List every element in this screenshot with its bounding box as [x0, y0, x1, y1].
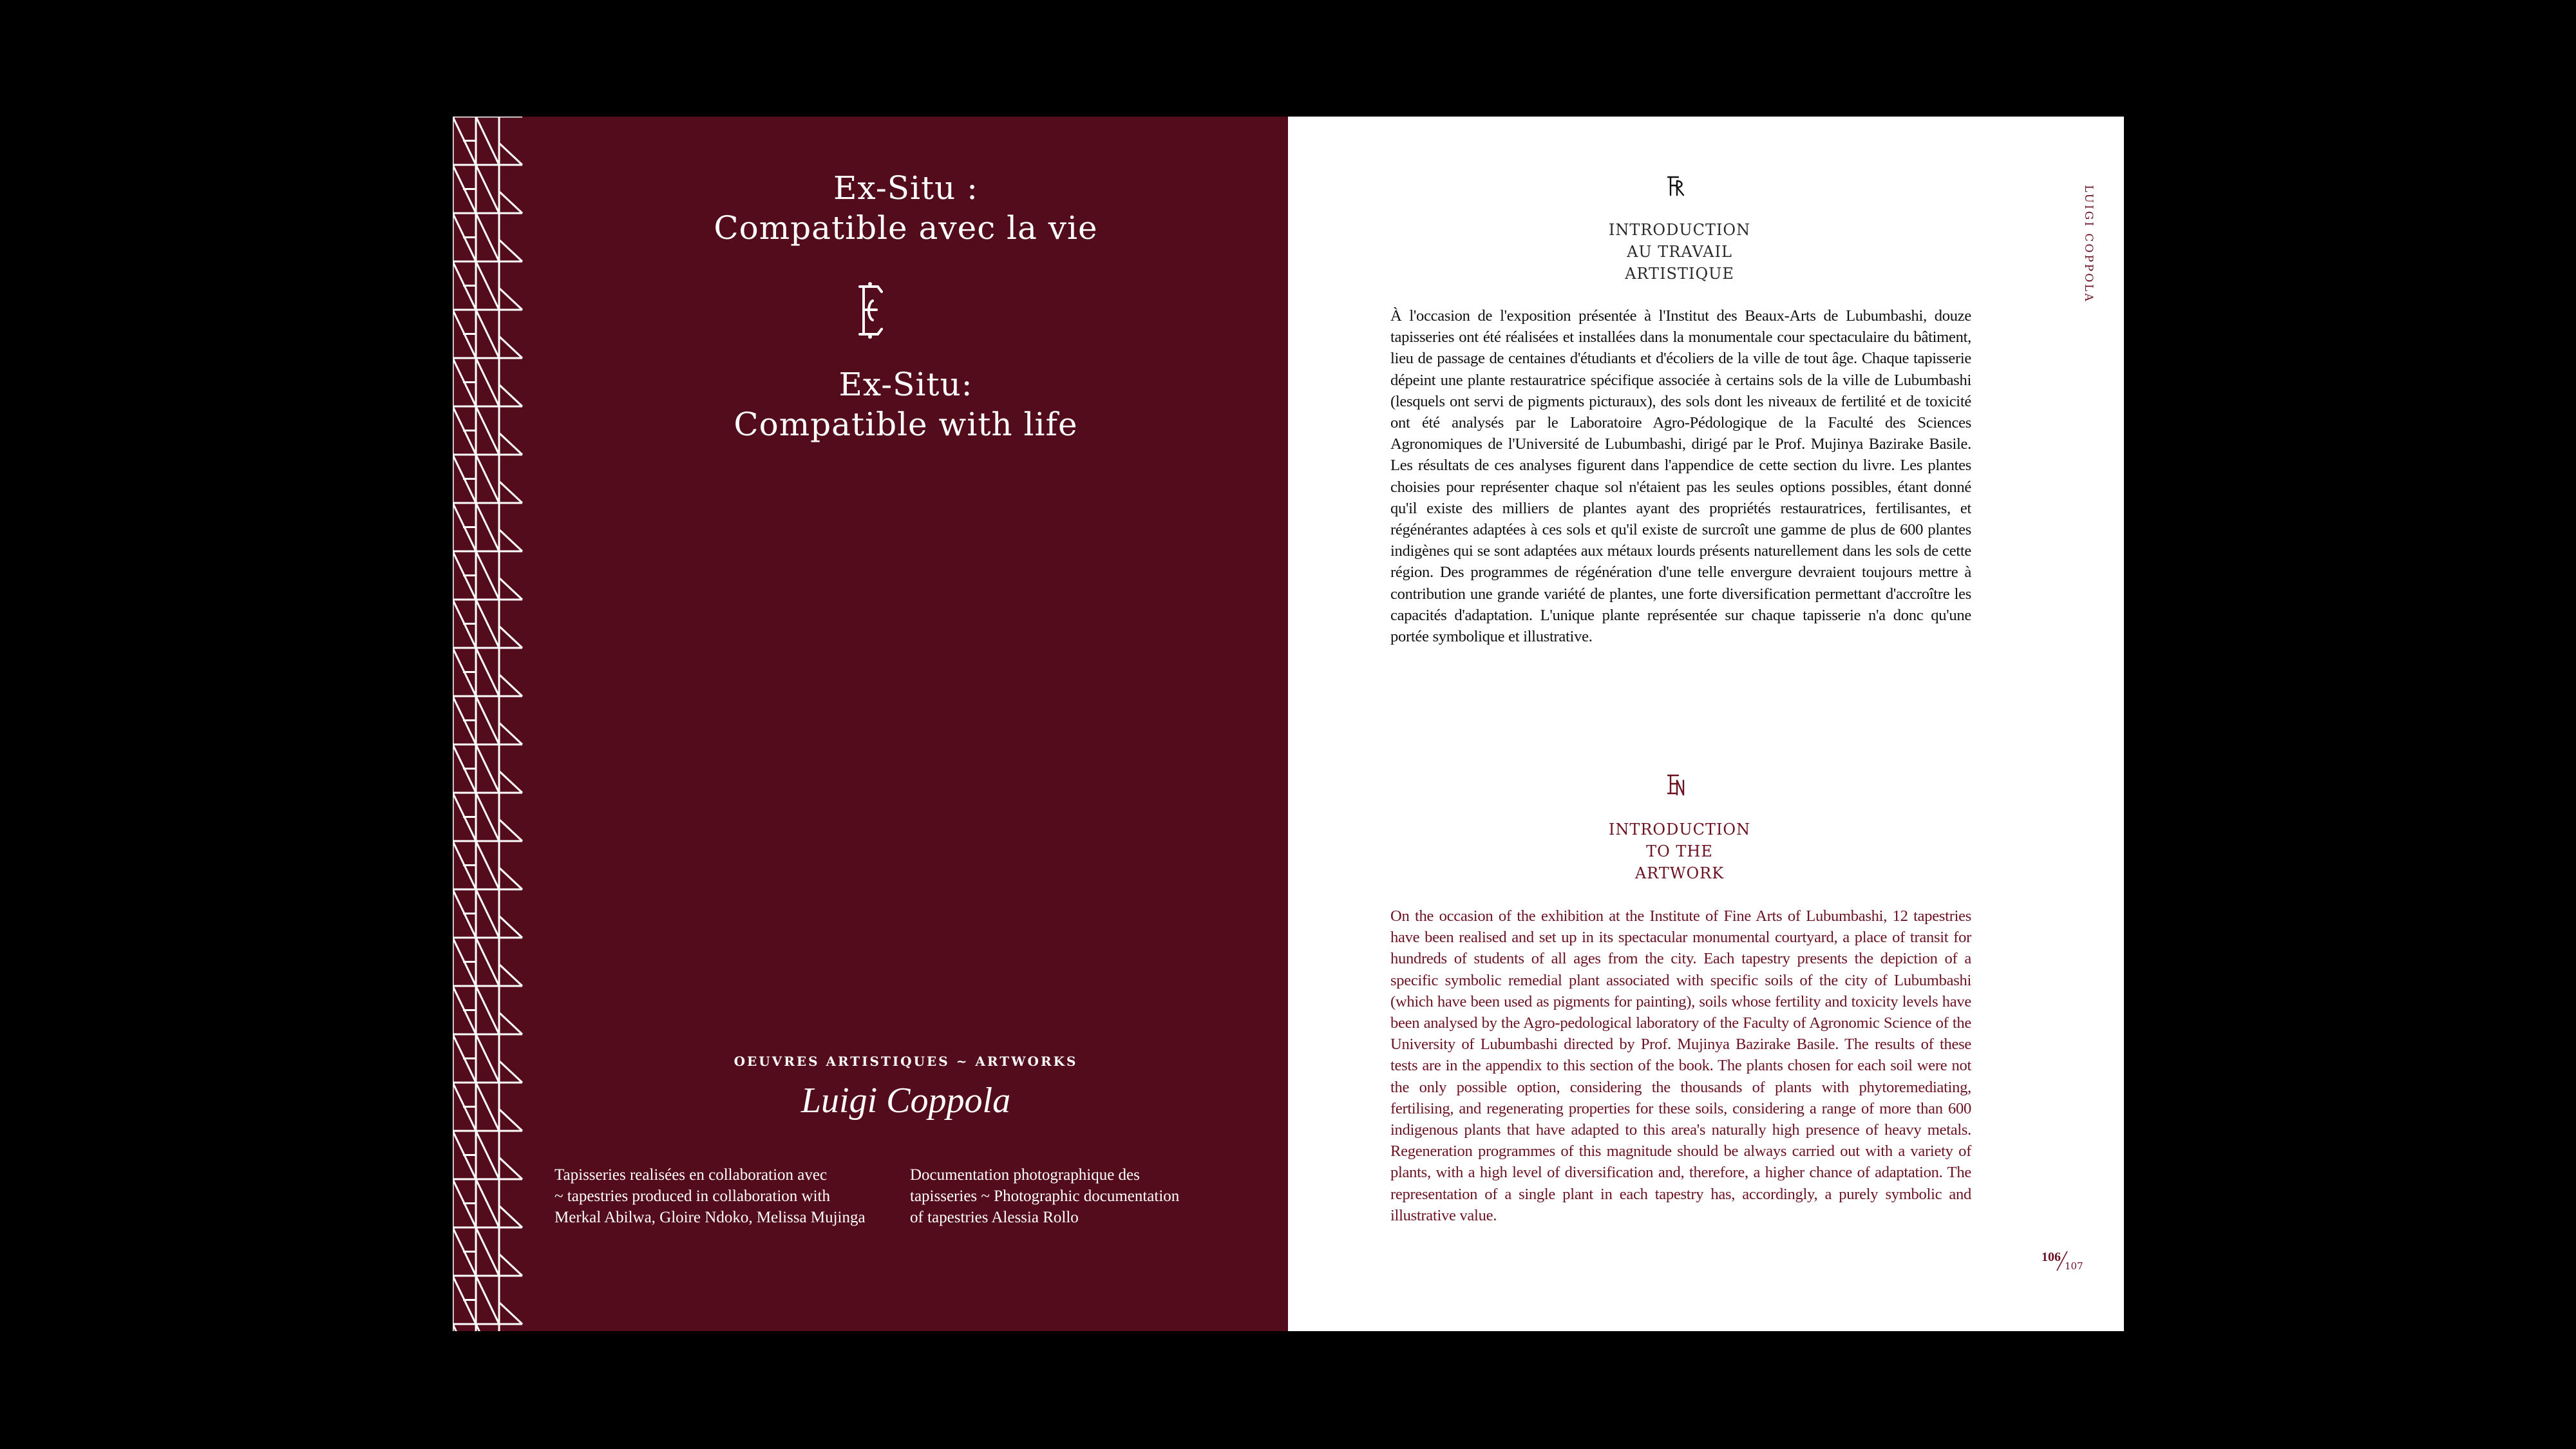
right-page	[1288, 117, 2124, 1331]
ec-monogram-icon	[851, 281, 889, 339]
title-english-line-1: Ex-Situ:	[838, 366, 973, 403]
title-english-line-2: Compatible with life	[734, 406, 1078, 443]
credit-tapestries-line: Merkal Abilwa, Gloire Ndoko, Melissa Mujinga	[554, 1209, 866, 1226]
credit-tapestries-line: Tapisseries realisées en collaboration avec	[554, 1166, 828, 1184]
intro-heading-french-line: INTRODUCTION	[1608, 221, 1751, 239]
title-french-line-1: Ex-Situ :	[833, 169, 978, 207]
credit-photography-line: tapisseries ~ Photographic documentation	[910, 1188, 1180, 1205]
intro-heading-french	[1288, 219, 2071, 285]
folio-left-number: 106	[2041, 1250, 2061, 1264]
left-page	[453, 117, 1288, 1331]
artist-name: Luigi Coppola	[800, 1081, 1011, 1121]
intro-heading-french-line: AU TRAVAIL	[1627, 243, 1732, 261]
intro-heading-english-line: INTRODUCTION	[1608, 820, 1751, 838]
geometric-border-pattern	[453, 117, 524, 1331]
title-english	[524, 365, 1288, 444]
intro-body-french: À l'occasion de l'exposition présentée à l'Institut des Beaux-Arts de Lubumbashi, douze tapisseries ont été réalisées et installées dans la monumentale cour spectaculaire du bâtiment, lieu de passage de centaines d'étudiants et d'écoliers de la ville de tout âge. Chaque tapisserie dépeint une plante restauratrice spécifique associée à certains sols de la ville de Lubumbashi (lesquels ont servi de pigments picturaux), des sols dont les niveaux de fertilité et de toxicité ont été analysés par le Laboratoire Agro-Pédologique de la Faculté des Sciences Agronomiques de l'Université de Lubumbashi, dirigé par le Prof. Mujinya Bazirake Basile. Les résultats de ces analyses figurent dans l'appendice de cette section du livre. Les plantes choisies pour représenter chaque sol n'étaient pas les seules options possibles, étant donné qu'il existe des milliers de plantes ayant des propriétés restauratrices, fertilisantes, et régénérantes adaptées à ces sols et qu'il existe de surcroît une gamme de plus de 600 plantes indigènes qui se sont adaptées aux métaux lourds présents naturellement dans les sols de cette région. Des programmes de régénération d'une telle envergure devraient toujours mettre à contribution une grande variété de plantes, une forte diversification permettant d'accroître les capacités d'adaptation. L'unique plante représentée sur chaque tapisserie n'a donc qu'une portée symbolique et illustrative.	[1390, 307, 1971, 646]
credit-tapestries	[554, 1164, 876, 1228]
folio-right-number: 107	[2065, 1260, 2083, 1272]
en-monogram-icon	[1662, 772, 1692, 797]
credit-photography	[910, 1164, 1245, 1228]
credit-photography-line: of tapestries Alessia Rollo	[910, 1209, 1079, 1226]
running-header-text: LUIGI COPPOLA	[2082, 185, 2095, 303]
works-label: OEUVRES ARTISTIQUES ~ ARTWORKS	[734, 1054, 1078, 1069]
page-folio	[2041, 1250, 2087, 1276]
running-header	[2076, 173, 2101, 315]
intro-body-english: On the occasion of the exhibition at the Institute of Fine Arts of Lubumbashi, 12 tapestries have been realised and set up in its spectacular monumental courtyard, a place of transit for hundreds of students of all ages from the city. Each tapestry presents the depiction of a specific symbolic remedial plant associated with specific soils of the city of Lubumbashi (which have been used as pigments for painting), soils whose fertility and toxicity levels have been analysed by the Agro-pedological laboratory of the Faculty of Agronomic Science of the University of Lubumbashi directed by Prof. Mujinya Bazirake Basile. The results of these tests are in the appendix to this section of the book. The plants chosen for each soil were not the only possible option, considering the thousands of plants with phytoremediating, fertilising, and regenerating properties for these soils, considering a range of more than 600 indigenous plants that have adapted to this area's naturally high presence of heavy metals. Regeneration programmes of this magnitude should be always carried out with a variety of plants, with a high level of diversification and, therefore, a higher chance of adaptation. The representation of a single plant in each tapestry has, accordingly, a purely symbolic and illustrative value.	[1390, 907, 1971, 1224]
intro-heading-french-line: ARTISTIQUE	[1625, 265, 1734, 283]
credit-tapestries-line: ~ tapestries produced in collaboration with	[554, 1188, 830, 1205]
book-spread	[453, 117, 2124, 1331]
title-french	[524, 168, 1288, 248]
credit-photography-line: Documentation photographique des	[910, 1166, 1140, 1184]
intro-heading-english-line: ARTWORK	[1634, 864, 1725, 882]
intro-heading-english-line: TO THE	[1646, 842, 1713, 860]
title-french-line-2: Compatible avec la vie	[714, 209, 1098, 247]
border-pattern-lines	[453, 117, 522, 1331]
intro-heading-english	[1288, 819, 2071, 884]
fr-monogram-icon	[1662, 173, 1692, 199]
